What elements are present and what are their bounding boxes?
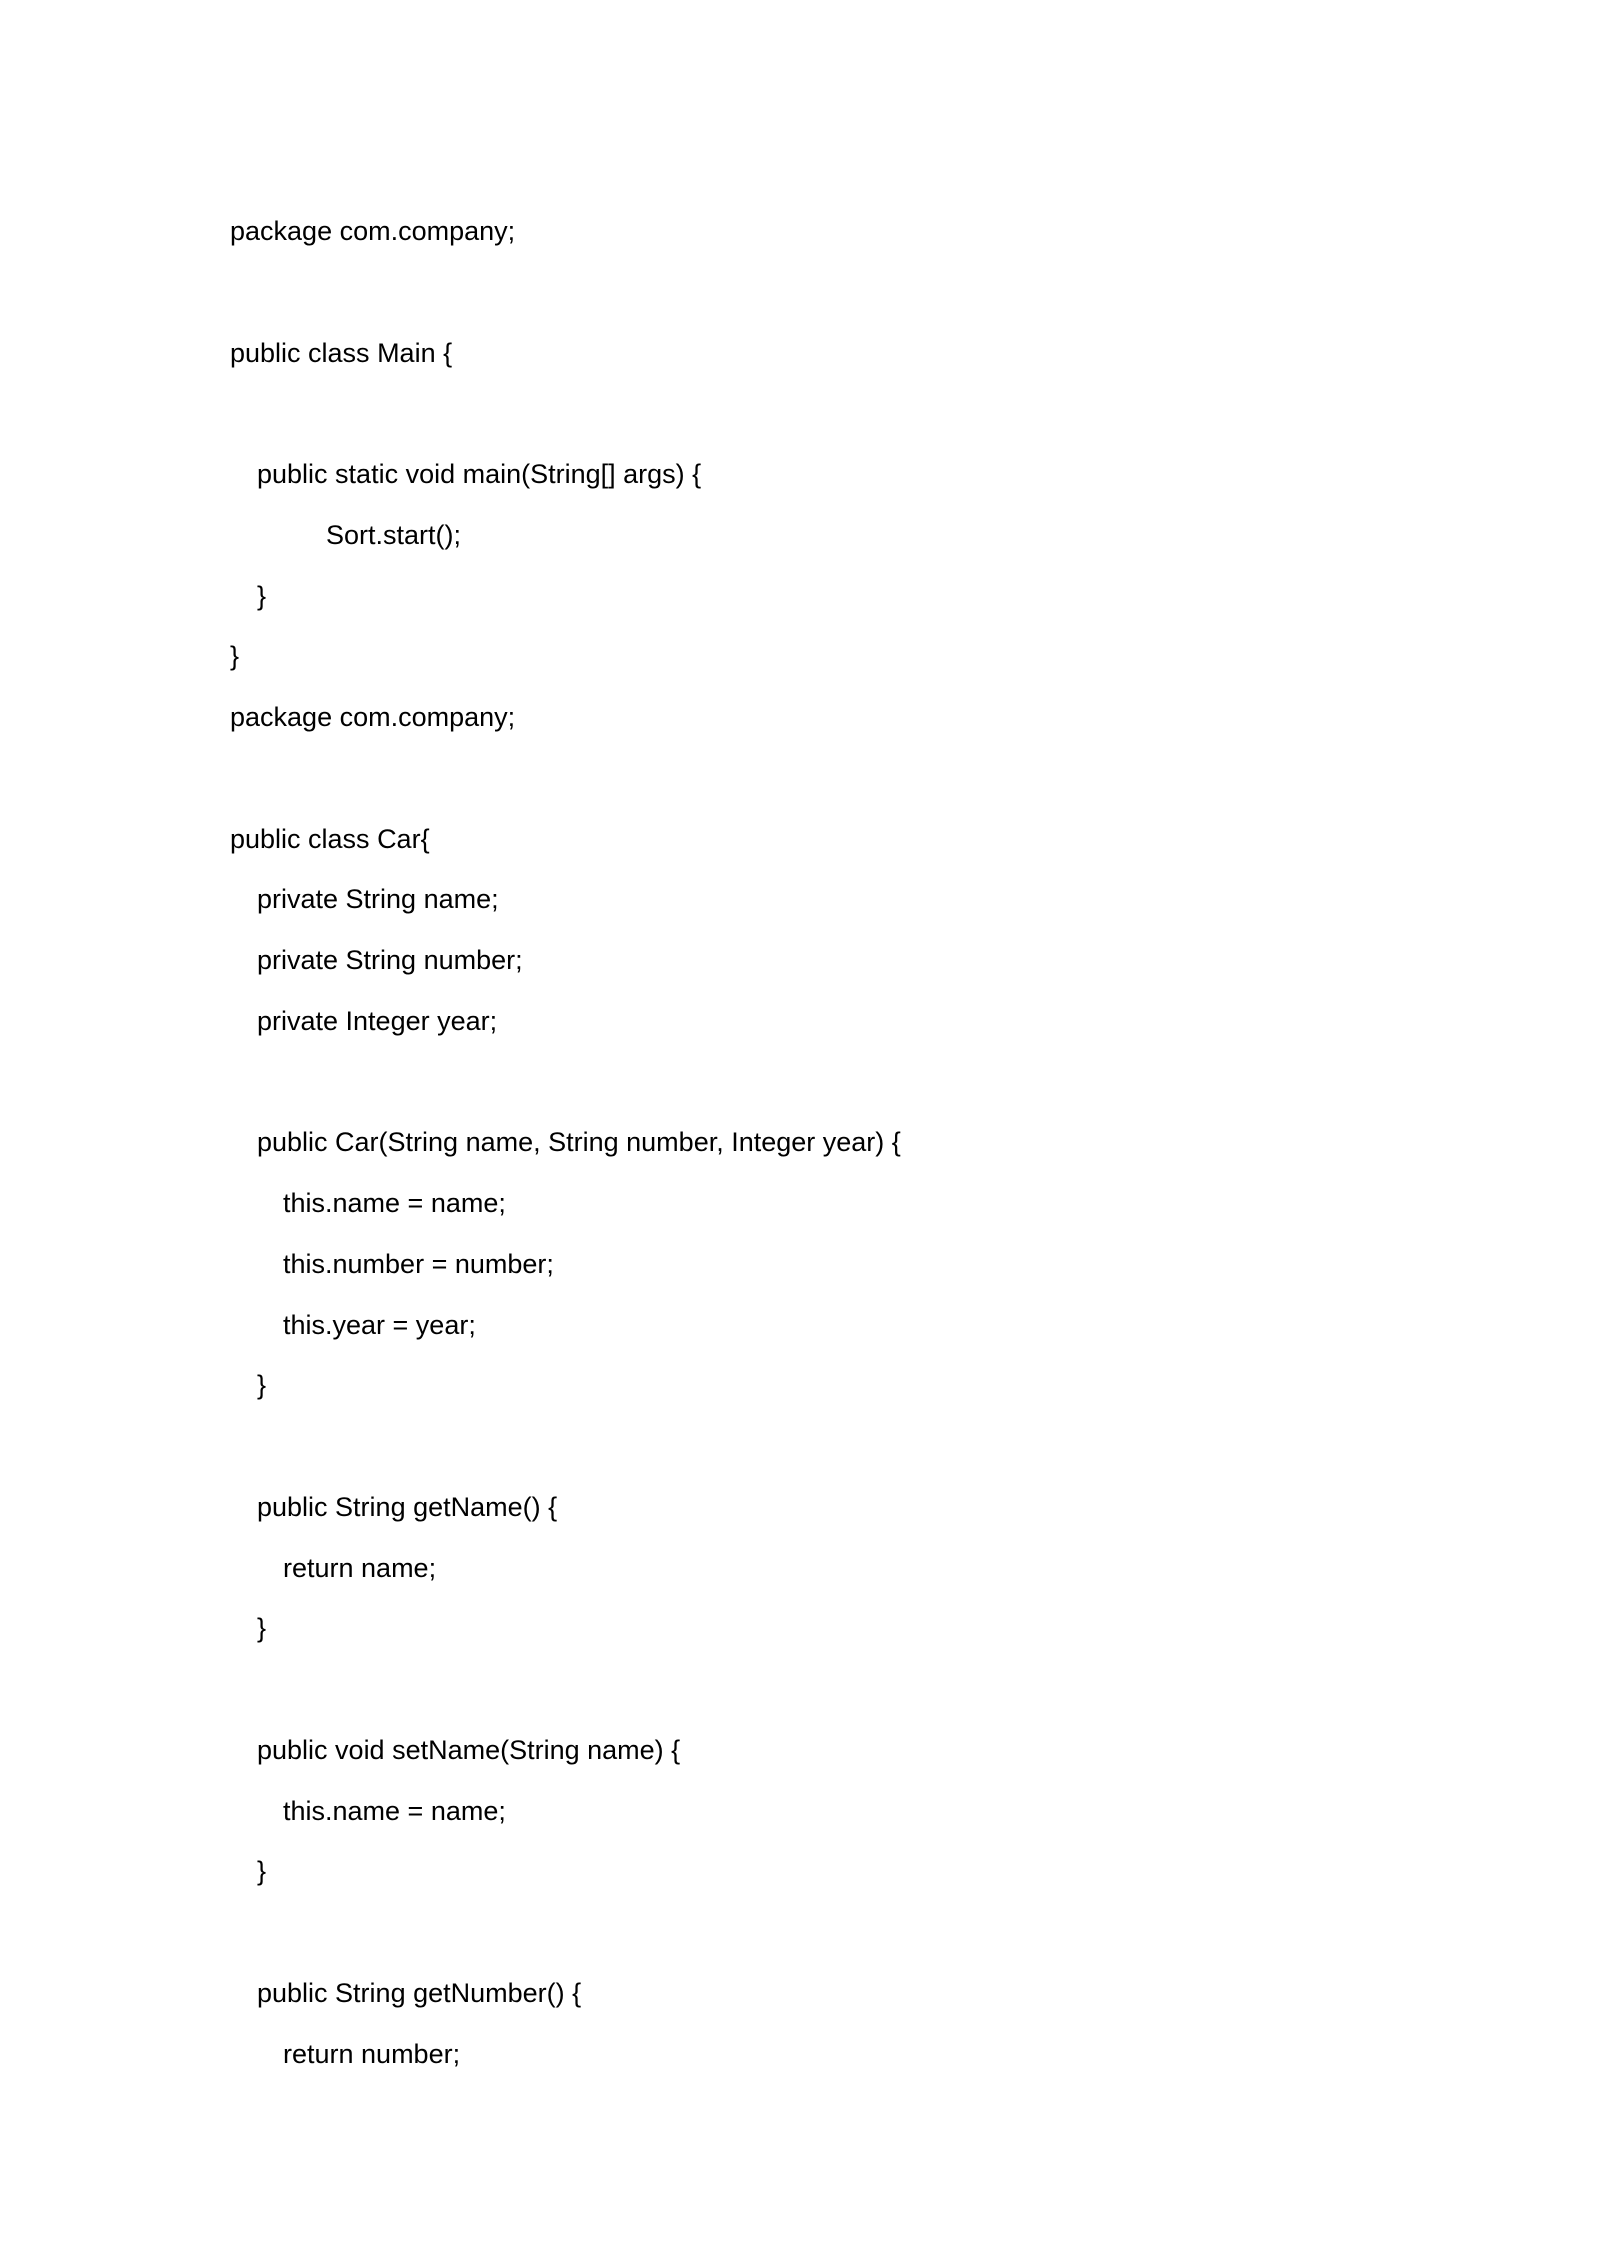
blank-line [230, 262, 1430, 323]
code-line: } [257, 580, 267, 611]
code-line: } [257, 1613, 267, 1644]
code-line: return name; [283, 1552, 437, 1583]
code-line: } [230, 641, 240, 672]
blank-line [230, 1659, 1430, 1720]
blank-line [230, 1902, 1430, 1963]
code-line: this.name = name; [283, 1188, 506, 1218]
code-line: public String getNumber() { [257, 1977, 582, 2008]
code-line: Sort.start(); [326, 519, 462, 550]
code-line: public class Main { [230, 337, 453, 368]
code-line: } [257, 1370, 267, 1401]
blank-line [230, 1416, 1430, 1477]
code-line: this.name = name; [283, 1795, 506, 1826]
code-line: package com.company; [230, 216, 516, 246]
code-line: } [257, 1856, 267, 1887]
code-line: public String getName() { [257, 1491, 558, 1522]
code-line: private String number; [257, 945, 523, 975]
code-line: this.year = year; [283, 1309, 476, 1340]
code-line: private String name; [257, 884, 499, 915]
code-line: this.number = number; [283, 1248, 554, 1279]
blank-line [230, 1052, 1430, 1113]
code-line: public void setName(String name) { [257, 1734, 681, 1765]
code-listing [230, 201, 1430, 2084]
code-line: public Car(String name, String number, Integer year) { [257, 1127, 901, 1158]
code-line: public static void main(String[] args) { [257, 459, 702, 489]
code-line: package com.company; [230, 702, 516, 732]
code-line: public class Car{ [230, 823, 430, 854]
blank-line [230, 383, 1430, 444]
code-line: return number; [283, 2038, 461, 2069]
blank-line [230, 748, 1430, 809]
code-line: private Integer year; [257, 1005, 498, 1036]
